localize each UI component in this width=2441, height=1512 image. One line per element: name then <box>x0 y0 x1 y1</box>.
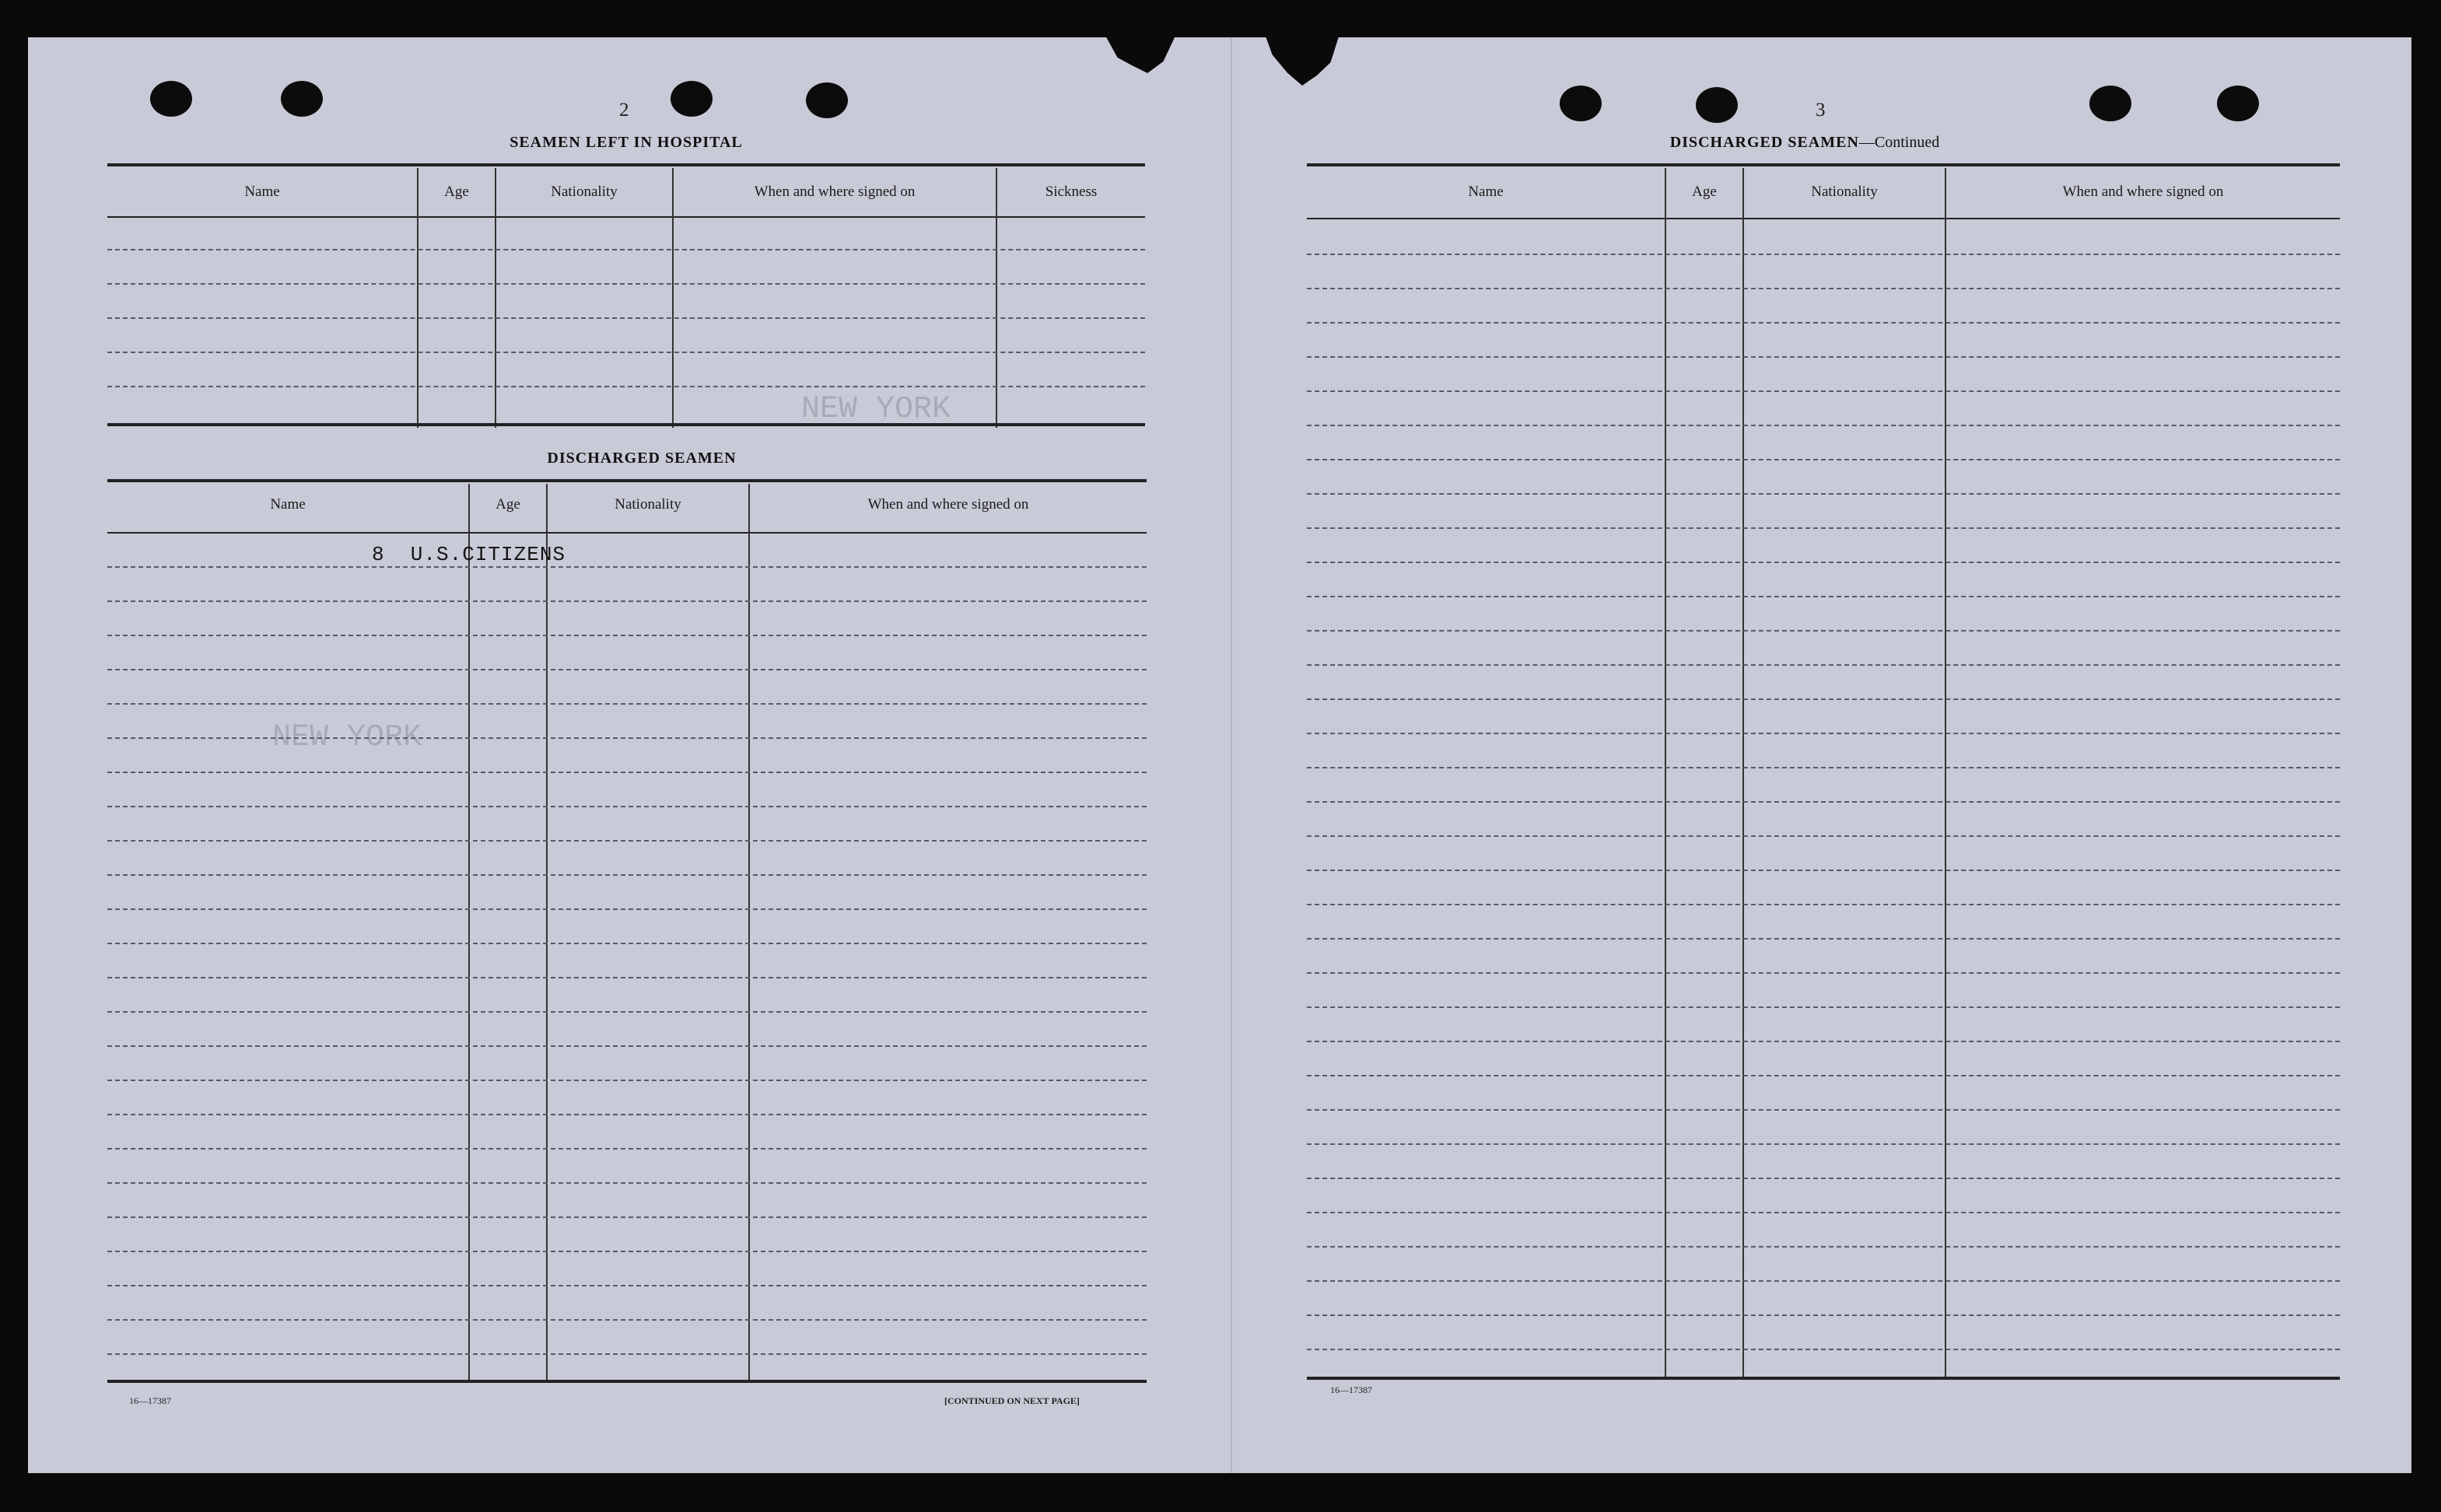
table-row <box>1307 767 2340 768</box>
table-row <box>1307 664 2340 666</box>
table-row <box>107 1216 1147 1218</box>
column-header-name: Name <box>244 184 280 200</box>
form-number-right: 16—17387 <box>1330 1384 1372 1395</box>
table-top-rule <box>1307 163 2340 166</box>
table-row <box>1307 1178 2340 1179</box>
title-main: DISCHARGED SEAMEN <box>1669 134 1859 151</box>
table-row <box>107 317 1145 319</box>
discharged-table-right <box>1307 163 2340 1381</box>
column-header-sickness: Sickness <box>1045 184 1098 200</box>
column-header-age: Age <box>496 496 520 513</box>
table-row <box>107 977 1147 978</box>
table-row <box>107 1080 1147 1081</box>
table-row <box>107 943 1147 944</box>
table-row <box>107 1353 1147 1355</box>
table-row <box>1307 425 2340 426</box>
show-through-text: NEW YORK <box>272 720 422 755</box>
table-header-rule <box>1307 218 2340 219</box>
table-row <box>1307 356 2340 358</box>
table-row <box>107 669 1147 670</box>
table-row <box>107 566 1147 568</box>
column-header-nationality: Nationality <box>1811 184 1878 200</box>
table-row <box>1307 1280 2340 1282</box>
table-row <box>1307 1041 2340 1042</box>
discharged-table-left <box>107 479 1147 1384</box>
table-row <box>1307 801 2340 803</box>
table-row <box>1307 733 2340 734</box>
punch-hole-1 <box>150 81 192 117</box>
discharged-section-title: DISCHARGED SEAMEN <box>547 450 737 467</box>
table-row <box>1307 288 2340 289</box>
show-through-text: NEW YORK <box>801 392 951 427</box>
table-row <box>1307 527 2340 529</box>
table-row <box>1307 1006 2340 1008</box>
table-row <box>1307 254 2340 255</box>
hospital-section-title: SEAMEN LEFT IN HOSPITAL <box>510 134 743 151</box>
table-row <box>1307 1143 2340 1145</box>
typed-entry: 8 U.S.CITIZENS <box>372 543 566 566</box>
table-header-rule <box>107 216 1145 218</box>
table-bottom-rule <box>107 423 1145 426</box>
page-fold <box>1231 37 1232 1473</box>
column-divider <box>417 168 419 428</box>
table-row <box>107 1319 1147 1321</box>
table-row <box>1307 938 2340 940</box>
table-row <box>107 1182 1147 1184</box>
table-row <box>107 1114 1147 1115</box>
page-number-right: 3 <box>1816 100 1826 121</box>
table-row <box>1307 562 2340 563</box>
bottom-edge-mark <box>453 1475 456 1503</box>
table-row <box>1307 390 2340 392</box>
table-top-rule <box>107 163 1145 166</box>
table-bottom-rule <box>1307 1377 2340 1380</box>
hospital-table <box>107 163 1145 428</box>
table-header-rule <box>107 532 1147 534</box>
column-divider <box>546 484 548 1383</box>
table-row <box>107 283 1145 285</box>
table-row <box>1307 870 2340 871</box>
table-row <box>107 1251 1147 1252</box>
punch-hole-6 <box>1696 87 1738 123</box>
column-header-name: Name <box>270 496 306 513</box>
column-header-nationality: Nationality <box>615 496 681 513</box>
column-header-signed-on: When and where signed on <box>2062 184 2224 200</box>
form-number-left: 16—17387 <box>129 1395 171 1406</box>
punch-hole-3 <box>671 81 713 117</box>
table-row <box>1307 1109 2340 1111</box>
table-row <box>1307 1314 2340 1316</box>
page-number-left: 2 <box>619 100 629 121</box>
table-row <box>107 840 1147 842</box>
punch-hole-5 <box>1560 86 1602 121</box>
table-row <box>1307 1349 2340 1350</box>
punch-hole-2 <box>281 81 323 117</box>
column-header-signed-on: When and where signed on <box>754 184 916 200</box>
column-divider <box>1945 168 1946 1380</box>
column-divider <box>748 484 750 1383</box>
table-row <box>107 703 1147 705</box>
table-row <box>107 806 1147 807</box>
column-divider <box>495 168 496 428</box>
table-row <box>1307 1075 2340 1076</box>
table-row <box>1307 1212 2340 1213</box>
table-row <box>1307 493 2340 495</box>
punch-hole-7 <box>2089 86 2131 121</box>
table-row <box>107 1148 1147 1150</box>
discharged-continued-title <box>1532 134 2077 152</box>
table-row <box>1307 904 2340 905</box>
column-divider <box>468 484 470 1383</box>
column-header-signed-on: When and where signed on <box>867 496 1029 513</box>
table-row <box>107 635 1147 636</box>
table-row <box>1307 459 2340 460</box>
table-row <box>107 1045 1147 1047</box>
table-row <box>107 600 1147 602</box>
table-row <box>107 249 1145 250</box>
table-row <box>1307 835 2340 837</box>
column-header-age: Age <box>444 184 469 200</box>
column-header-nationality: Nationality <box>551 184 618 200</box>
table-row <box>1307 972 2340 974</box>
column-header-age: Age <box>1692 184 1717 200</box>
table-row <box>107 386 1145 387</box>
column-divider <box>672 168 674 428</box>
table-row <box>107 874 1147 876</box>
title-continued: —Continued <box>1858 134 1940 151</box>
column-divider <box>1665 168 1666 1380</box>
table-row <box>107 737 1147 739</box>
column-divider <box>996 168 997 428</box>
table-row <box>1307 698 2340 700</box>
table-row <box>107 1285 1147 1286</box>
column-divider <box>1742 168 1744 1380</box>
table-row <box>1307 1246 2340 1248</box>
table-row <box>1307 630 2340 632</box>
table-row <box>1307 322 2340 324</box>
table-row <box>107 352 1145 353</box>
punch-hole-8 <box>2217 86 2259 121</box>
punch-hole-4 <box>806 82 848 118</box>
table-row <box>107 1011 1147 1013</box>
table-top-rule <box>107 479 1147 482</box>
column-header-name: Name <box>1468 184 1504 200</box>
table-row <box>107 772 1147 773</box>
continued-note: [CONTINUED ON NEXT PAGE] <box>944 1395 1080 1406</box>
table-row <box>107 908 1147 910</box>
table-row <box>1307 596 2340 597</box>
table-bottom-rule <box>107 1380 1147 1383</box>
